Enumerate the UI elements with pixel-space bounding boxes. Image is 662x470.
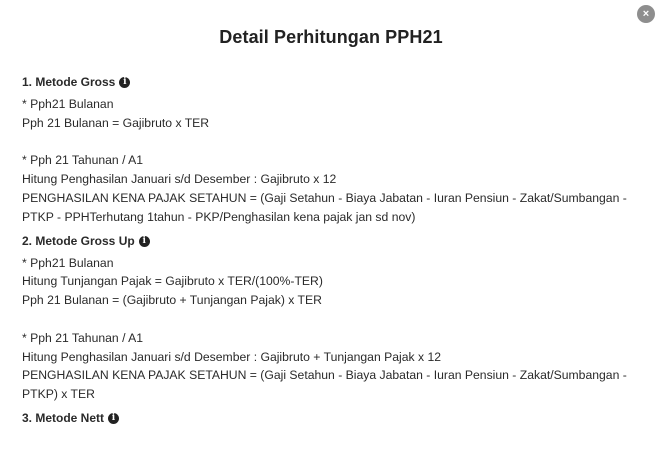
section-heading [22, 232, 632, 251]
modal-content [22, 73, 632, 431]
text-line: PENGHASILAN KENA PAJAK SETAHUN = (Gaji Setahun - Biaya Jabatan - Iuran Pensiun - Zakat/Sumbangan - PTKP) x TER [22, 368, 627, 402]
blank-line [22, 133, 632, 152]
text-line: * Pph21 Bulanan [22, 255, 114, 270]
text-line: * Pph 21 Tahunan / A1 [22, 330, 144, 345]
section-gross-up [22, 232, 632, 404]
close-button[interactable] [637, 5, 655, 23]
text-line: Pph 21 Bulanan = (Gajibruto + Tunjangan Pajak) x TER [22, 293, 322, 308]
text-line: Hitung Penghasilan Januari s/d Desember : Gajibruto x 12 [22, 172, 337, 187]
section-heading-text: 1. Metode Gross [22, 75, 116, 90]
info-circle-icon[interactable]: i [108, 413, 119, 424]
section-gross [22, 73, 632, 227]
info-circle-icon[interactable]: i [119, 77, 130, 88]
text-line: PENGHASILAN KENA PAJAK SETAHUN = (Gaji Setahun - Biaya Jabatan - Iuran Pensiun - Zakat/Sumbangan - PTKP - PPHTerhutang 1tahun - PKP/Penghasilan kena pajak jan sd nov) [22, 190, 627, 224]
close-icon: × [642, 8, 650, 20]
section-nett [22, 409, 632, 428]
section-heading [22, 73, 632, 92]
text-line: * Pph 21 Tahunan / A1 [22, 153, 144, 168]
info-circle-icon[interactable]: i [139, 236, 150, 247]
text-line: Hitung Tunjangan Pajak = Gajibruto x TER/(100%-TER) [22, 274, 323, 289]
text-line: Pph 21 Bulanan = Gajibruto x TER [22, 115, 210, 130]
text-line: * Pph21 Bulanan [22, 97, 114, 111]
section-heading-text: 2. Metode Gross Up [22, 233, 135, 248]
blank-line [22, 310, 632, 329]
modal-title: Detail Perhitungan PPH21 [219, 27, 443, 47]
section-heading-text: 3. Metode Nett [22, 411, 105, 426]
text-line: Hitung Penghasilan Januari s/d Desember : Gajibruto + Tunjangan Pajak x 12 [22, 349, 442, 364]
section-heading [22, 409, 632, 428]
